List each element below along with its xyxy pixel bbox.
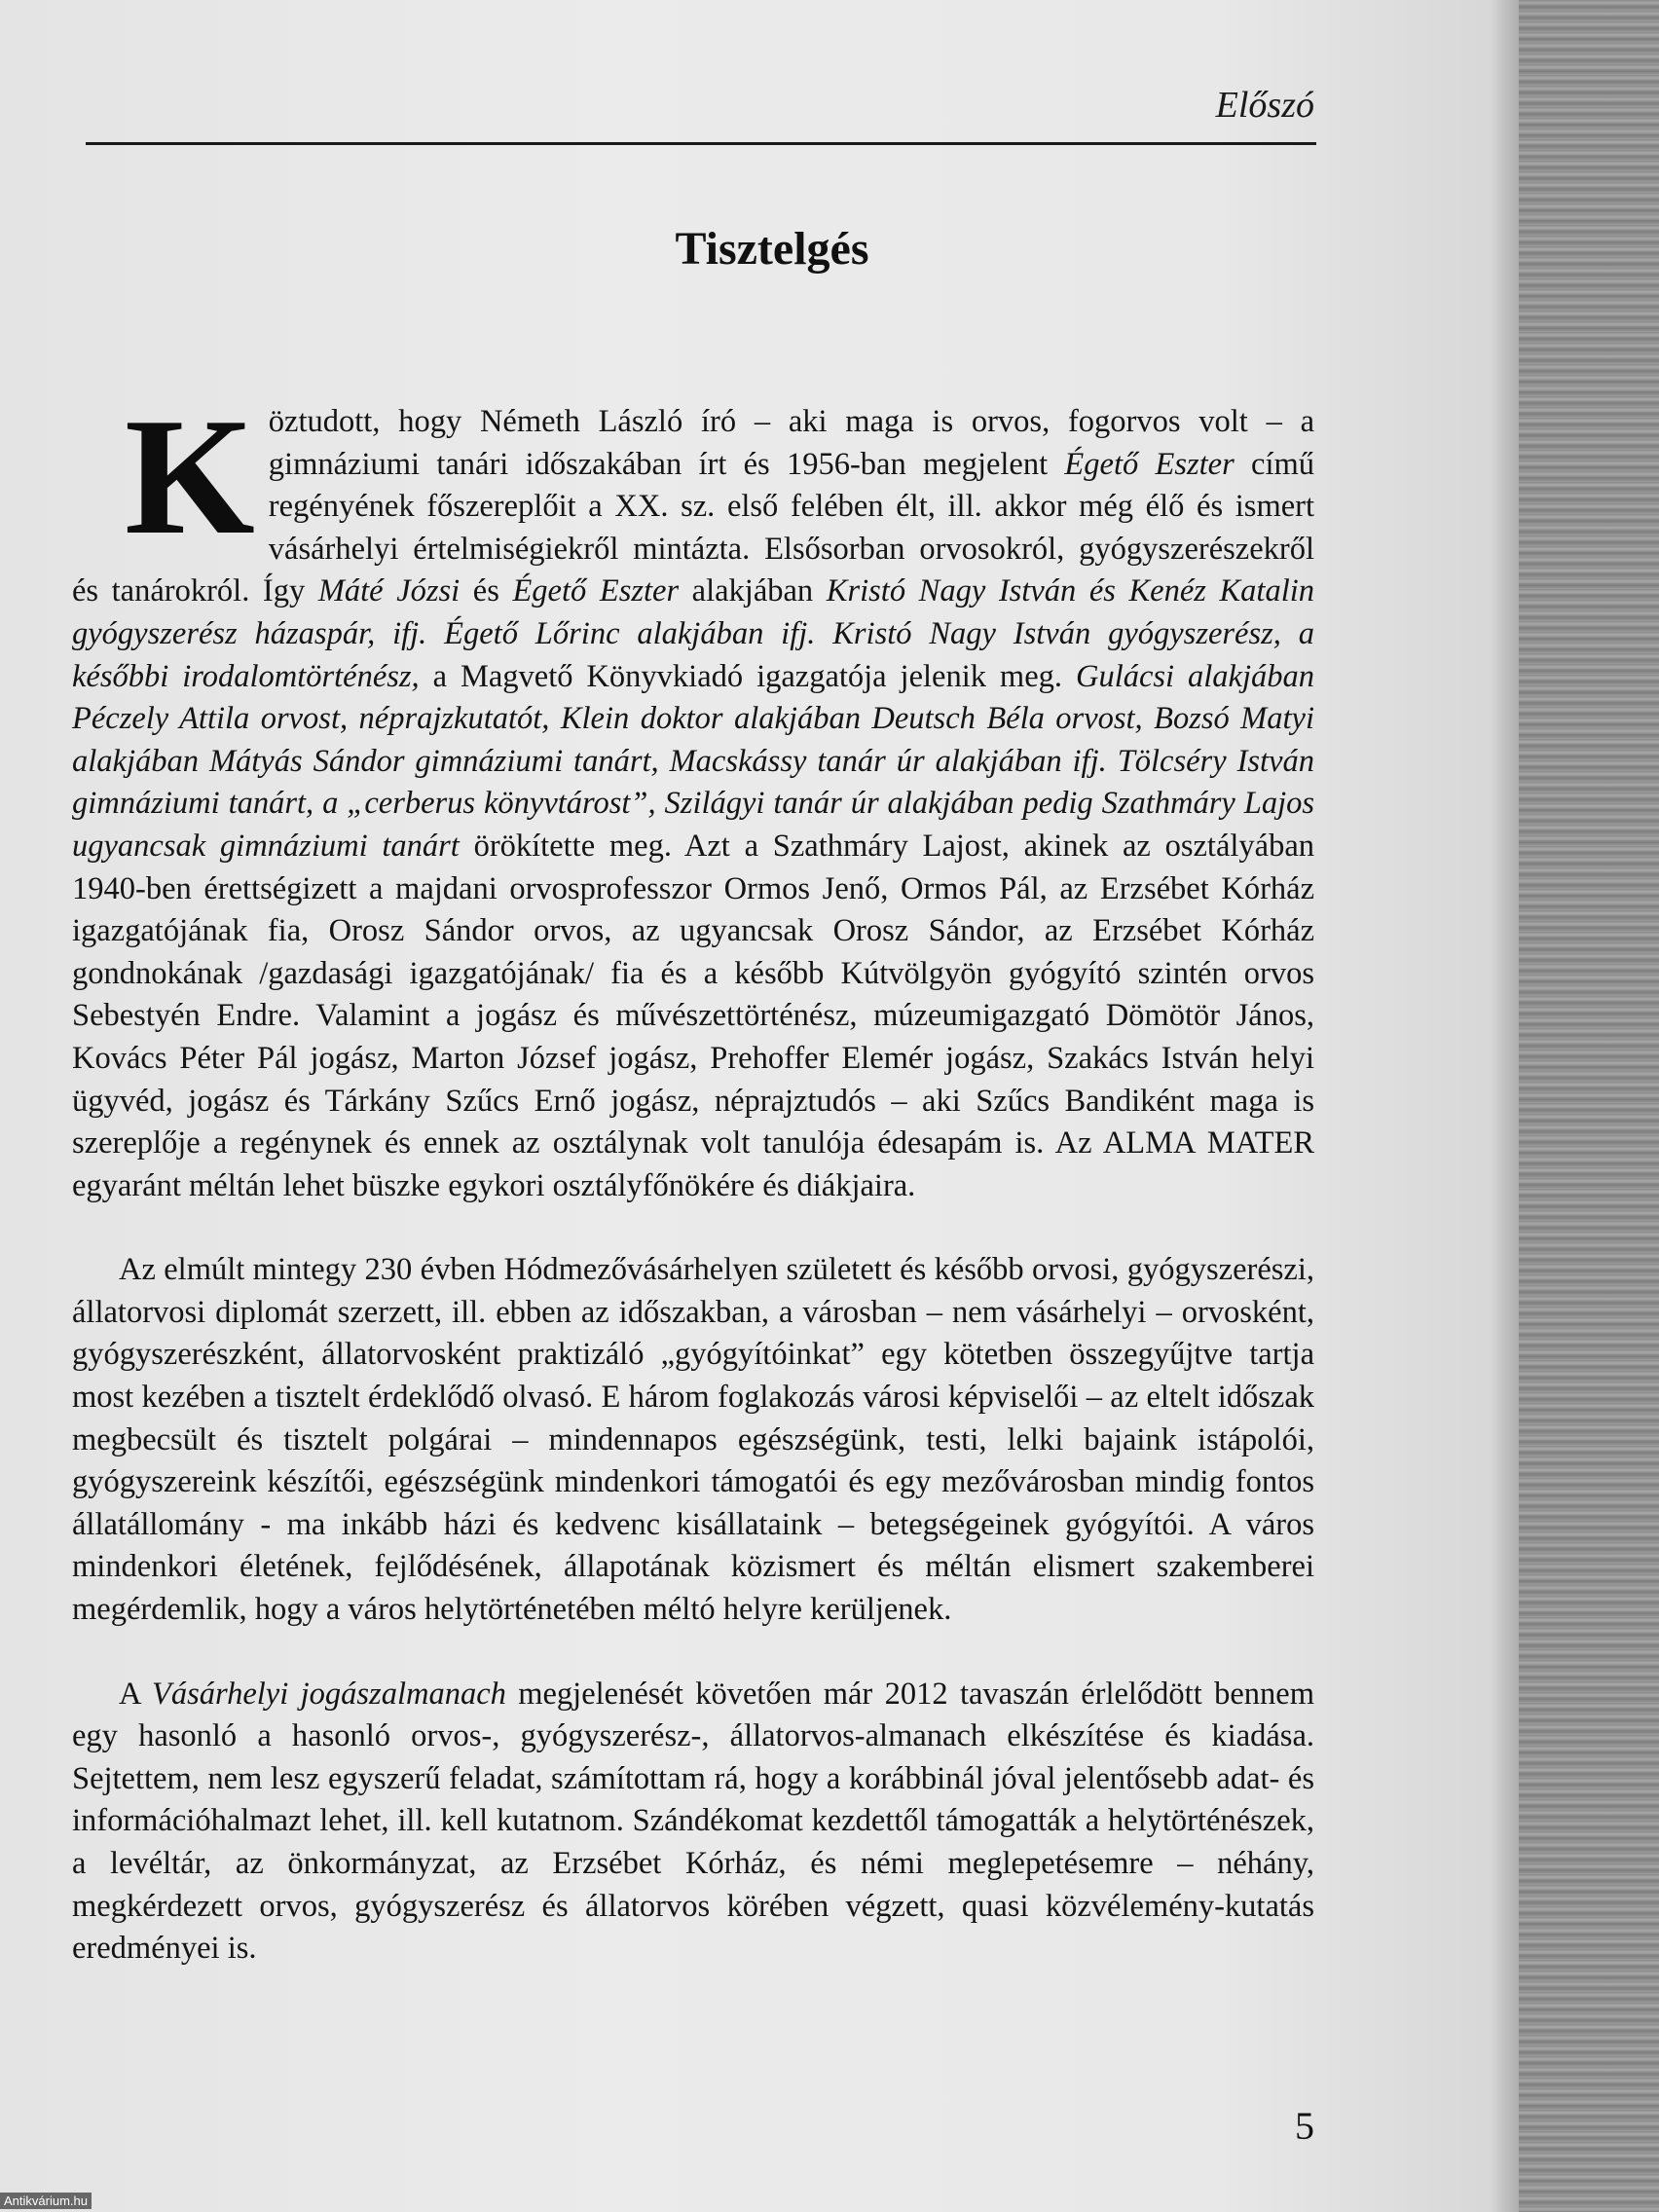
p1-text-4: alakjában	[679, 573, 827, 609]
chapter-title: Tisztelgés	[675, 223, 869, 275]
gutter-shadow	[1490, 0, 1519, 2212]
p1-italic-4: Kristó Nagy István és Kenéz Katalin gyógyszerész házaspár, ifj. Égető Lőrinc alakjában ifj. Kristó Nagy István gyógyszerész, a későbbi irodalomtörténész,	[72, 573, 1315, 694]
p1-text-1: öztudott, hogy Németh László író – aki maga is orvos, fogorvos volt – a gimnáziumi tanári időszakában írt és 1956-ban megjelent	[268, 404, 1314, 482]
p1-italic-2: Máté Józsi	[317, 573, 461, 609]
drop-cap: K	[125, 385, 255, 570]
paragraph-1	[72, 385, 1315, 1207]
p1-text-5: a Magvető Könyvkiadó igazgatója jelenik meg.	[419, 658, 1076, 694]
page-number: 5	[1295, 2104, 1314, 2148]
p3-text-1: A	[119, 1676, 153, 1712]
paragraph-2: Az elmúlt mintegy 230 évben Hódmezővásárhelyen született és később orvosi, gyógyszerészi, állatorvosi diplomát szerzett, ill. ebben az időszakban, a városban – nem vásárhelyi – orvosként, gyógyszerészként, állatorvosként praktizáló „gyógyítóinkat” egy kötetben összegyűjtve tartja most kezében a tisztelt érdeklődő olvasó. E három foglakozás városi képviselői – az eltelt időszak megbecsült és tisztelt polgárai – mindennapos egészségünk, testi, lelki bajaink istápolói, gyógyszereink készítői, egészségünk mindenkori támogatói és egy mezővárosban mindig fontos állatállomány - ma inkább házi és kedvenc kisállataink – betegségeinek gyógyítói. A város mindenkori életének, fejlődésének, állapotának közismert és méltán elismert szakemberei megérdemlik, hogy a város helytörténetében méltó helyre kerüljenek.	[72, 1252, 1314, 1628]
p1-text-6: örökítette meg. Azt a Szathmáry Lajost, akinek az osztályában 1940-ben érettségizett a majdani orvosprofesszor Ormos Jenő, Ormos Pál, az Erzsébet Kórház igazgatójának fia, Orosz Sándor orvos, az ugyancsak Orosz Sándor, az Erzsébet Kórház gondnokának /gazdasági igazgatójának/ fia és a később Kútvölgyön gyógyító szintén orvos Sebestyén Endre. Valamint a jogász és művészettörténész, múzeumigazgató Dömötör János, Kovács Péter Pál jogász, Marton József jogász, Prehoffer Elemér jogász, Szakács István helyi ügyvéd, jogász és Tárkány Szűcs Ernő jogász, néprajztudós – aki Szűcs Bandiként maga is szereplője a regénynek és ennek az osztálynak volt tanulója édesapám is. Az ALMA MATER egyaránt méltán lehet büszke egykori osztályfőnökére és diákjaira.	[72, 828, 1315, 1203]
header-rule	[86, 142, 1316, 145]
p1-text-3: és	[460, 573, 513, 609]
book-spine-edge	[1519, 0, 1659, 2212]
p3-text-2: megjelenését követően már 2012 tavaszán érlelődött bennem egy hasonló a hasonló orvos-, gyógyszerész-, állatorvos-almanach elkészítése és kiadása. Sejtettem, nem lesz egyszerű feladat, számítottam rá, hogy a korábbinál jóval jelentősebb adat- és információhalmazt lehet, ill. kell kutatnom. Szándékomat kezdettől támogatták a helytörténészek, a levéltár, az önkormányzat, az Erzsébet Kórház, és némi meglepetésemre – néhány, megkérdezett orvos, gyógyszerész és állatorvos körében végzett, quasi közvélemény-kutatás eredményei is.	[72, 1676, 1314, 1967]
p1-italic-1: Égető Eszter	[1064, 446, 1235, 482]
p3-italic-1: Vásárhelyi jogászalmanach	[152, 1676, 506, 1712]
p1-italic-3: Égető Eszter	[512, 573, 680, 609]
watermark-text: Antikvárium.hu	[0, 2193, 92, 2209]
p1-text-2: című regényének főszereplőit a XX. sz. első felében élt, ill. akkor még élő és ismert vásárhelyi értelmiségiekről mintázta. Elsősorban orvosokról, gyógyszerészekről és tanárokról. Így	[72, 446, 1315, 609]
paragraph-3	[72, 1674, 1314, 1971]
running-head: Előszó	[1215, 85, 1314, 126]
article-body	[72, 385, 1315, 1971]
p1-italic-5: Gulácsi alakjában Péczely Attila orvost, néprajzkutatót, Klein doktor alakjában Deutsch Béla orvost, Bozsó Matyi alakjában Mátyás Sándor gimnáziumi tanárt, Macskássy tanár úr alakjában ifj. Tölcséry István gimnáziumi tanárt, a „cerberus könyvtárost”, Szilágyi tanár úr alakjában pedig Szathmáry Lajos ugyancsak gimnáziumi tanárt	[72, 658, 1314, 864]
